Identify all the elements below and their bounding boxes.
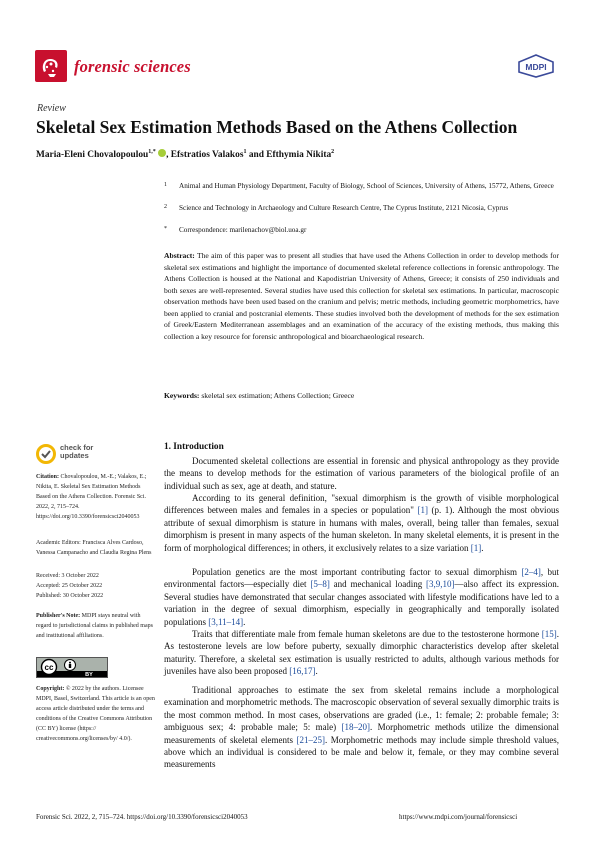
- keywords-text: skeletal sex estimation; Athens Collection; Greece: [201, 391, 355, 400]
- article-type: Review: [37, 103, 66, 114]
- check-for-updates-button[interactable]: [60, 444, 93, 460]
- citation-label: Citation:: [36, 474, 59, 480]
- abstract: [164, 250, 559, 342]
- journal-logo-icon: [35, 50, 67, 82]
- body-paragraph: [164, 684, 559, 771]
- author-affiliation-mark: 2: [331, 149, 335, 155]
- accepted-date: Accepted: 25 October 2022: [36, 583, 103, 589]
- footer-journal-link[interactable]: https://www.mdpi.com/journal/forensicsci: [399, 813, 518, 821]
- publisher-note-text: MDPI stays neutral with regard to jurisdictional claims in published maps and institutional affiliations.: [36, 613, 153, 639]
- abstract-text: The aim of this paper was to present all studies that have used the Athens Collection in order to develop methods for skeletal sex estimations and highlight the importance of documented skeletal reference collections in forensic anthropology. The Athens Collection is housed at the National and Kapodistrian University of Athens, Greece; it consists of 250 individuals and both sexes are well-represented. Several studies have used this collection for skeletal sex estimations. In particular, macroscopic observation methods have been used based on the cranium and pelvis; metric methods, including geometric morphometrics, have been applied to cranial and postcranial elements. These studies involved both the development of methods for the sex estimation of Greek/Eastern Mediterranean assemblages and an examination of the accuracy of the existing methods, thus making this collection a key resource for forensic anthropological and bioarchaeological research.: [164, 251, 559, 341]
- citation-link[interactable]: [3,9,10]: [426, 579, 455, 590]
- body-paragraph: [164, 492, 559, 554]
- paragraph-text: .: [315, 666, 318, 677]
- body-paragraph: [164, 566, 559, 628]
- paragraph-text: Traits that differentiate male from female human skeletons are due to the testosterone hormone: [192, 629, 542, 639]
- copyright-text: © 2022 by the authors. Licensee MDPI, Basel, Switzerland. This article is an open access article distributed under the terms and conditions of the Creative Commons Attribution (CC BY) license (https:// creativecommons.org/licenses/by/ 4.0/).: [36, 686, 155, 742]
- body-paragraph: Documented skeletal collections are essential in forensic and physical anthropology as they provide the means to develop methods for the estimation of various parameters of the biological profile of an individual such as sex, age at death, and stature.: [164, 456, 559, 491]
- paragraph-text: . Morphometric methods utilize the dimensional measurements of skeletal elements: [164, 722, 559, 745]
- paragraph-text: .: [481, 542, 484, 553]
- keywords-label: Keywords:: [164, 391, 200, 400]
- citation-link[interactable]: [21–25]: [296, 734, 325, 745]
- orcid-icon[interactable]: [158, 149, 166, 157]
- keywords: [164, 391, 559, 400]
- author-affiliation-mark: 1: [243, 149, 247, 155]
- mdpi-logo-text: MDPI: [525, 62, 547, 72]
- body-paragraph: [164, 628, 559, 678]
- author-affiliation-mark: 1,*: [148, 149, 156, 155]
- correspondence-text[interactable]: Correspondence: marilenachov@biol.uoa.gr: [179, 226, 307, 234]
- author-list: [36, 149, 334, 160]
- citation-link[interactable]: [15]: [541, 629, 557, 639]
- paragraph-text: , but environmental factors—especially diet: [164, 567, 559, 590]
- citation-link[interactable]: [1]: [417, 505, 428, 516]
- author-separator: and: [246, 150, 267, 161]
- citation-link[interactable]: [18–20]: [341, 722, 370, 733]
- affiliation-mark: *: [164, 226, 167, 232]
- citation-link[interactable]: [5–8]: [310, 579, 330, 590]
- academic-editors: Academic Editors: Francisca Alves Cardoso, Vanessa Campanacho and Claudia Regina Plens: [36, 540, 152, 556]
- copyright-block: [36, 684, 156, 744]
- check-line: check for: [60, 443, 94, 452]
- page-title: Skeletal Sex Estimation Methods Based on the Athens Collection: [36, 117, 518, 137]
- check-for-updates-icon[interactable]: [36, 444, 56, 464]
- citation-link[interactable]: [2–4]: [521, 567, 541, 577]
- copyright-label: Copyright:: [36, 686, 65, 692]
- paragraph-text: Population genetics are the most important contributing factor to sexual dimorphism: [192, 567, 522, 577]
- citation-link[interactable]: [16,17]: [289, 666, 316, 677]
- author-name[interactable]: Maria-Eleni Chovalopoulou: [36, 150, 149, 161]
- author-separator: ,: [166, 150, 171, 161]
- section-heading: 1. Introduction: [164, 442, 224, 452]
- affiliation-mark: 1: [164, 182, 167, 188]
- by-symbol-text: BY: [85, 672, 93, 677]
- paragraph-text: . As testosterone levels are low before puberty, sexually dimorphic characteristics develop after skeletal maturity. Therefore, a skeletal sex estimation is usually restricted to adults, although various methods for juveniles have also been proposed: [164, 629, 559, 677]
- publisher-note-label: Publisher's Note:: [36, 613, 81, 619]
- affiliation-mark: 2: [164, 204, 167, 210]
- mdpi-logo-icon: [517, 54, 555, 78]
- paragraph-text: . Morphometric methods may include simple threshold values, above which an individual is considered to be male and below it, female, or they may combine several measurements: [164, 734, 559, 770]
- citation-text[interactable]: Chovalopoulou, M.-E.; Valakos, E.; Nikita, E. Skeletal Sex Estimation Methods Based on the Athens Collection. Forensic Sci. 2022, 2, 715–724. https://doi.org/10.3390/forensicsci2040053: [36, 474, 147, 520]
- citation-link[interactable]: [1]: [470, 542, 482, 553]
- author-name[interactable]: Efthymia Nikita: [266, 150, 332, 161]
- received-date: Received: 3 October 2022: [36, 573, 99, 579]
- check-line: updates: [60, 451, 89, 460]
- paragraph-text: (p. 1). Although the most obvious attribute of sexual dimorphism is stature in humans with males, overall, being taller than females, sexual dimorphism is present in many aspects of the human skeleton. In many skeletal elements, it is present in the form of morphological differences; in others, it exclusively relates to a size variation: [164, 505, 559, 553]
- footer-citation[interactable]: Forensic Sci. 2022, 2, 715–724. https://doi.org/10.3390/forensicsci2040053: [36, 813, 248, 821]
- citation-link[interactable]: [3,11–14]: [208, 616, 244, 627]
- published-date: Published: 30 October 2022: [36, 593, 104, 599]
- paragraph-text: —also affect its expression. Several studies have demonstrated that secular changes associated with lifestyle modifications have led to a variation in the degree of sexual dimorphism, especially in geographically and temporally isolated populations: [164, 579, 559, 627]
- abstract-label: Abstract:: [164, 251, 195, 260]
- paragraph-text: .: [243, 616, 246, 627]
- citation-block: [36, 472, 156, 522]
- journal-name: forensic sciences: [74, 57, 191, 76]
- paragraph-text: Traditional approaches to estimate the sex from skeletal remains include a morphological examination and morphometric methods. The macroscopic observation of several sexually dimorphic traits is the most common method. In most cases, observations are graded (i.e., 1: female; 2: probable female; 3: ambiguous sex; 4: probable male; 5: male): [164, 685, 559, 733]
- paragraph-text: According to its general definition, "sexual dimorphism is the growth of visible morphological differences between males and females in a species or population": [164, 493, 559, 516]
- cc-by-license-badge[interactable]: [36, 657, 108, 678]
- paragraph-text: and mechanical loading: [329, 579, 427, 590]
- affiliation-text: Science and Technology in Archaeology and Culture Research Centre, The Cyprus Institute, 2121 Nicosia, Cyprus: [179, 204, 509, 212]
- cc-symbol-text: cc: [44, 663, 54, 672]
- publisher-note: [36, 611, 156, 641]
- author-name[interactable]: Efstratios Valakos: [170, 150, 244, 161]
- affiliation-text: Animal and Human Physiology Department, Faculty of Biology, School of Sciences, University of Athens, 15772, Athens, Greece: [179, 182, 554, 190]
